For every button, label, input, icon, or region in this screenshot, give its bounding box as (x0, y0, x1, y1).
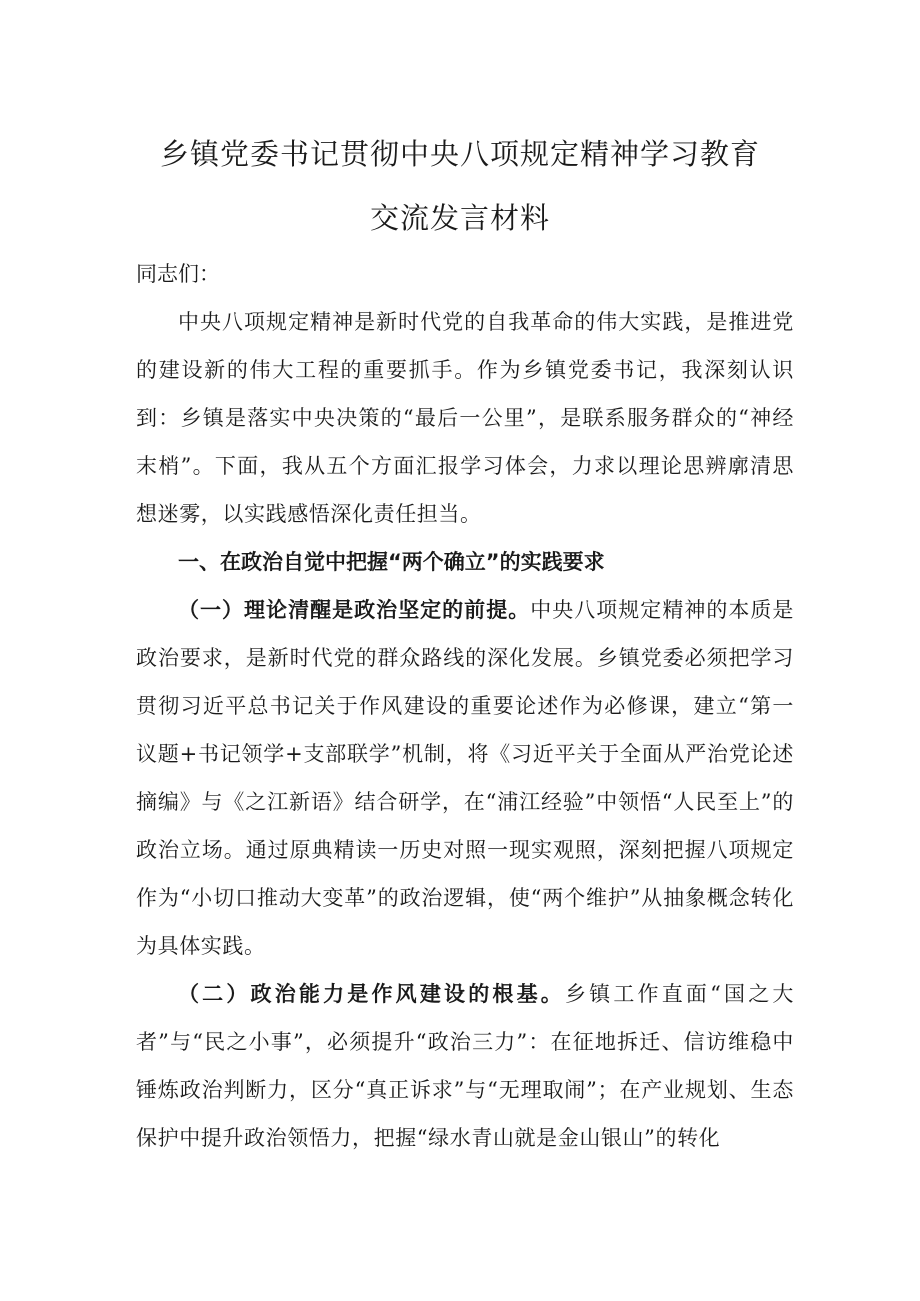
subsection-1-paragraph (136, 586, 794, 970)
section-1-heading: 一、在政治自觉中把握“两个确立”的实践要求 (178, 550, 605, 574)
document-title-line-1: 乡镇党委书记贯彻中央八项规定精神学习教育 (159, 137, 760, 171)
intro-paragraph: 中央八项规定精神是新时代党的自我革命的伟大实践，是推进党的建设新的伟大工程的重要抓手。作为乡镇党委书记，我深刻认识到：乡镇是落实中央决策的“最后一公里”，是联系服务群众的“神经末梢”。下面，我从五个方面汇报学习体会，力求以理论思辨廓清思想迷雾，以实践感悟深化责任担当。 (136, 310, 794, 526)
document-title-line-2: 交流发言材料 (369, 201, 550, 235)
subsection-2-text: 乡镇工作直面“国之大者”与“民之小事”，必须提升“政治三力”：在征地拆迁、信访维稳中锤炼政治判断力，区分“真正诉求”与“无理取闹”；在产业规划、生态保护中提升政治领悟力，把握“绿水青山就是金山银山”的转化 (136, 982, 794, 1150)
greeting: 同志们： (136, 262, 220, 286)
subsection-2-lead: （二）政治能力是作风建设的根基。 (178, 982, 565, 1006)
subsection-1-text: 中央八项规定精神的本质是政治要求，是新时代党的群众路线的深化发展。乡镇党委必须把学习贯彻习近平总书记关于作风建设的重要论述作为必修课，建立“第一议题+书记领学+支部联学”机制，将《习近平关于全面从严治党论述摘编》与《之江新语》结合研学，在“浦江经验”中领悟“人民至上”的政治立场。通过原典精读一历史对照一现实观照，深刻把握八项规定作为“小切口推动大变革”的政治逻辑，使“两个维护”从抽象概念转化为具体实践。 (136, 598, 794, 958)
subsection-1-lead: （一）理论清醒是政治坚定的前提。 (178, 598, 531, 622)
subsection-2-paragraph (136, 970, 794, 1162)
